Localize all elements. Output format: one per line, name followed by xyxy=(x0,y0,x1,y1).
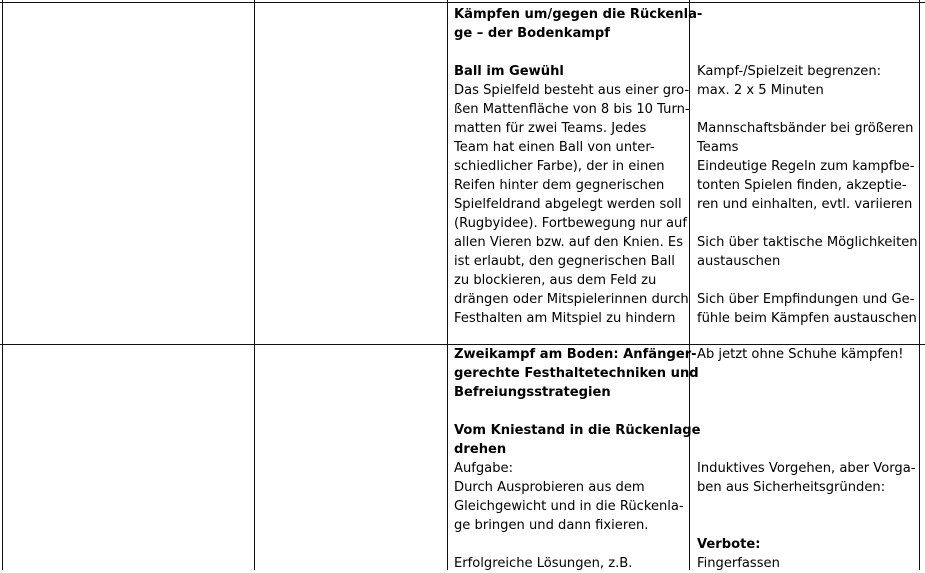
text-line: ben aus Sicherheitsgründen: xyxy=(697,480,886,495)
text-line: Vom Kniestand in die Rückenlage xyxy=(454,423,701,438)
table-border-top xyxy=(0,2,925,3)
text-line: Ab jetzt ohne Schuhe kämpfen! xyxy=(697,347,904,362)
text-line: austauschen xyxy=(697,254,781,269)
text-line: Zweikampf am Boden: Anfänger- xyxy=(454,347,697,362)
row-1-notes-cell xyxy=(697,5,918,328)
text-line: Eindeutige Regeln zum kampfbe- xyxy=(697,159,915,174)
text-line: Induktives Vorgehen, aber Vorga- xyxy=(697,461,916,476)
text-line: (Rugbyidee). Fortbewegung nur auf xyxy=(454,216,687,231)
blank-line xyxy=(697,497,915,516)
text-line: Durch Ausprobieren aus dem xyxy=(454,480,645,495)
text-line: Sich über taktische Möglichkeiten xyxy=(697,235,918,250)
text-line: ge bringen und dann fixieren. xyxy=(454,518,649,533)
blank-line xyxy=(697,5,918,24)
column-divider-2 xyxy=(447,0,448,570)
text-line: fühle beim Kämpfen austauschen xyxy=(697,311,917,326)
blank-line xyxy=(454,402,701,421)
blank-line xyxy=(697,24,918,43)
text-line: Spielfeldrand abgelegt werden soll xyxy=(454,197,682,212)
blank-line xyxy=(454,43,702,62)
text-line: tonten Spielen finden, akzeptie- xyxy=(697,178,907,193)
text-line: Teams xyxy=(697,140,739,155)
text-line: Befreiungsstrategien xyxy=(454,385,611,400)
blank-line xyxy=(454,535,701,554)
blank-line xyxy=(697,440,915,459)
blank-line xyxy=(697,43,918,62)
table-border-right xyxy=(919,0,920,570)
blank-line xyxy=(697,214,918,233)
blank-line xyxy=(697,383,915,402)
text-line: Ball im Gewühl xyxy=(454,64,564,79)
text-line: Reifen hinter dem gegnerischen xyxy=(454,178,665,193)
text-line: Mannschaftsbänder bei größeren xyxy=(697,121,914,136)
row-1-activity-cell xyxy=(454,5,702,328)
text-line: ßen Mattenfläche von 8 bis 10 Turn- xyxy=(454,102,690,117)
row-2-activity-cell xyxy=(454,345,701,573)
text-line: Festhalten am Mitspiel zu hindern xyxy=(454,311,676,326)
text-line: Erfolgreiche Lösungen, z.B. xyxy=(454,556,633,571)
text-line: max. 2 x 5 Minuten xyxy=(697,83,824,98)
text-line: ren und einhalten, evtl. variieren xyxy=(697,197,913,212)
text-line: drängen oder Mitspielerinnen durch xyxy=(454,292,689,307)
blank-line xyxy=(697,271,918,290)
text-line: Team hat einen Ball von unter- xyxy=(454,140,655,155)
table-border-left xyxy=(2,0,3,570)
column-divider-1 xyxy=(254,0,255,570)
text-line: allen Vieren bzw. auf den Knien. Es xyxy=(454,235,684,250)
text-line: schiedlicher Farbe), der in einen xyxy=(454,159,665,174)
row-2-notes-cell xyxy=(697,345,915,573)
text-line: Kampf-/Spielzeit begrenzen: xyxy=(697,64,882,79)
blank-line xyxy=(697,100,918,119)
text-line: Fingerfassen xyxy=(697,556,780,571)
text-line: Kämpfen um/gegen die Rückenla- xyxy=(454,7,703,22)
text-line: Aufgabe: xyxy=(454,461,513,476)
blank-line xyxy=(697,402,915,421)
blank-line xyxy=(697,364,915,383)
text-line: matten für zwei Teams. Jedes xyxy=(454,121,647,136)
text-line: Verbote: xyxy=(697,537,761,552)
text-line: drehen xyxy=(454,442,507,457)
text-line: ge – der Bodenkampf xyxy=(454,26,610,41)
text-line: zu blockieren, aus dem Feld zu xyxy=(454,273,657,288)
text-line: gerechte Festhaltetechniken und xyxy=(454,366,699,381)
text-line: Gleichgewicht und in die Rückenla- xyxy=(454,499,684,514)
blank-line xyxy=(697,516,915,535)
blank-line xyxy=(697,421,915,440)
text-line: ist erlaubt, den gegnerischen Ball xyxy=(454,254,675,269)
text-line: Das Spielfeld besteht aus einer gro- xyxy=(454,83,690,98)
text-line: Sich über Empfindungen und Ge- xyxy=(697,292,915,307)
